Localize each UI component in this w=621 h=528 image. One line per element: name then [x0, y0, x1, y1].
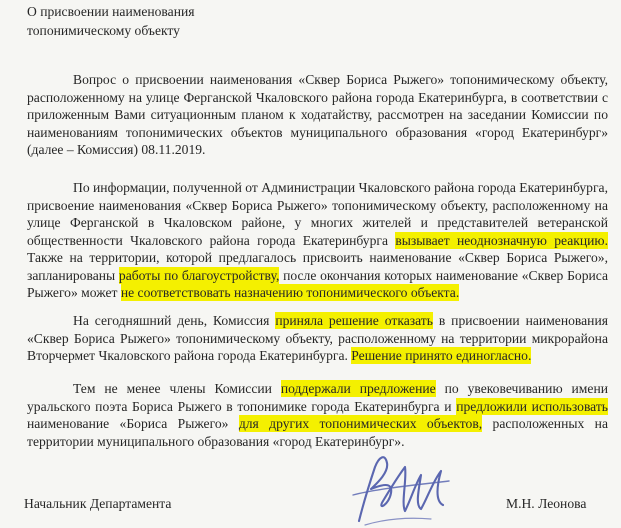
subject-line-1: О присвоении наименования	[27, 4, 195, 19]
subject-line-2: топонимическому объекту	[27, 23, 180, 38]
paragraph-1-text: Вопрос о присвоении наименования «Сквер Бориса Рыжего» топонимическому объекту, расположенному на улице Ферганской Чкаловского района города Екатеринбурга, в соответствии с приложенным Вами ситуационным планом к ходатайству, рассмотрен на заседании Комиссии по наименованиям топонимических объектов муниципального образования «город Екатеринбург» (далее – Комиссия) 08.11.2019.	[27, 72, 608, 157]
highlight-improvement-works: работы по благоустройству,	[118, 267, 280, 283]
paragraph-2	[27, 179, 608, 302]
handwritten-signature	[345, 445, 455, 528]
highlight-other-objects: для других топонимических объектов,	[238, 416, 483, 431]
paragraph-3	[27, 312, 608, 365]
highlight-not-matching-purpose: не соответствовать назначению топонимического объекта.	[120, 285, 460, 300]
signatory-position: Начальник Департамента	[24, 496, 172, 511]
paragraph-2-text-a: По информации, полученной от Администрации Чкаловского района города Екатеринбурга, присвоение наименования «Сквер Бориса Рыжего» топонимическому объекту, расположенному на улице Ферганской в Чкаловском районе, у многих жителей и представителей ветеранской общественности Чкаловского района города Екатеринбурга	[27, 180, 608, 248]
highlight-supported-proposal: поддержали предложение	[280, 381, 436, 396]
highlight-mixed-reaction: вызывает неоднозначную реакцию.	[395, 232, 608, 248]
paragraph-4-text-c: наименование «Бориса Рыжего»	[27, 416, 239, 431]
paragraph-4-text-a: Тем не менее члены Комиссии	[73, 381, 281, 396]
paragraph-4-text-b: по увековечиванию имени уральского поэта Бориса Рыжего в топонимике города Екатеринбурга и	[27, 381, 608, 414]
letter-subject	[27, 2, 195, 40]
signatory-name: М.Н. Леонова	[506, 496, 587, 511]
paragraph-3-text-b: в присвоении наименования «Сквер Бориса Рыжего» топонимическому объекту, расположенному на территории микрорайона Вторчермет Чкаловского района города Екатеринбурга.	[27, 313, 608, 363]
paragraph-2-text-b: Также на территории, которой предлагалось присвоить наименование «Сквер Бориса Рыжего», запланированы	[27, 250, 608, 283]
paragraph-4	[27, 380, 608, 450]
paragraph-1	[27, 71, 608, 159]
paragraph-3-text-a: На сегодняшний день, Комиссия	[73, 313, 276, 328]
highlight-unanimous: Решение принято единогласно.	[351, 348, 532, 363]
paragraph-2-text-c: после окончания которых наименование «Сквер Бориса Рыжего» может	[27, 267, 608, 300]
highlight-decision-refuse: приняла решение отказать	[275, 313, 433, 328]
paragraph-4-text-d: расположенных на территории муниципального образования «город Екатеринбург».	[27, 416, 608, 449]
highlight-proposed-to-use: предложили использовать	[456, 398, 608, 414]
